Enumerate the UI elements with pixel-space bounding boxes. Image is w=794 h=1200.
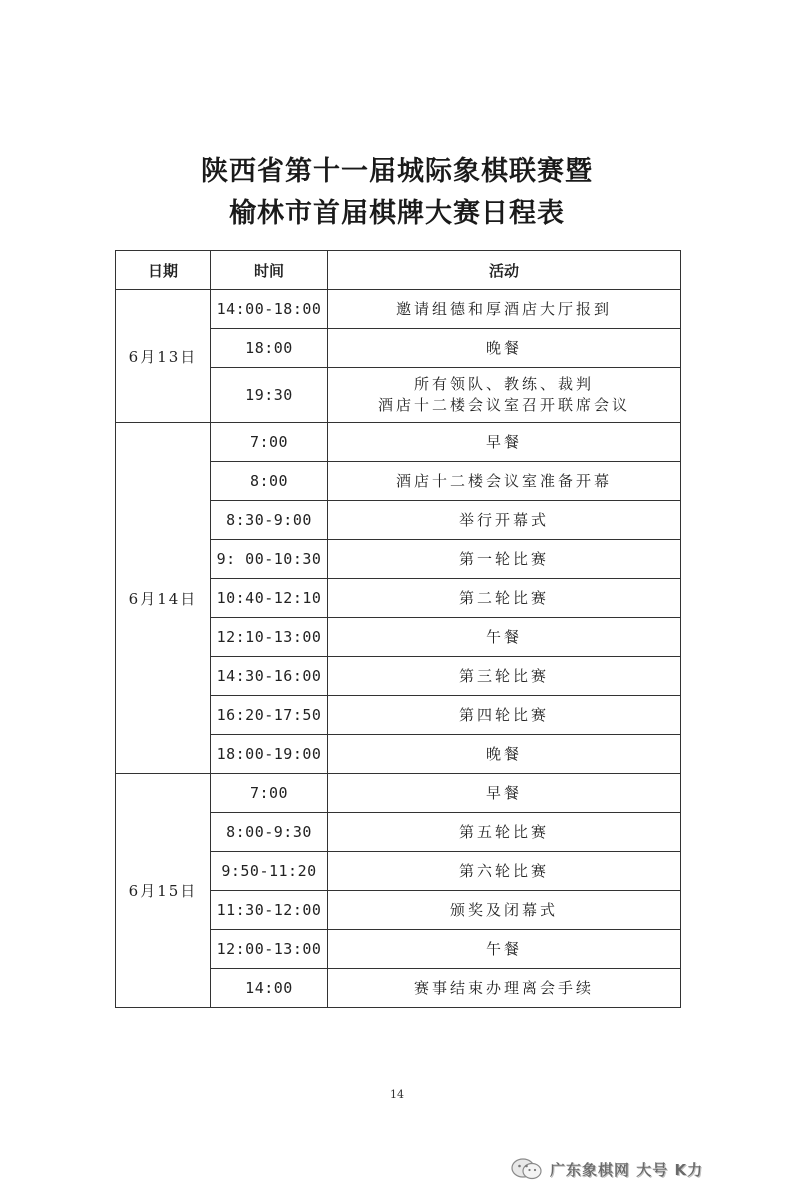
activity-text: 酒店十二楼会议室准备开幕 [395,471,612,490]
activity-text: 酒店十二楼会议室召开联席会议 [377,396,630,414]
time-cell: 18:00 [211,329,328,368]
activity-cell [328,813,681,852]
activity-text: 第四轮比赛 [458,705,549,724]
time-cell: 18:00-19:00 [211,735,328,774]
activity-text: 第二轮比赛 [458,588,549,607]
watermark-text: 广东象棋网 大号 K力 [550,1160,704,1179]
header-activity: 活动 [328,251,681,290]
wechat-icon [510,1157,544,1181]
activity-text: 颁奖及闭幕式 [449,900,558,919]
activity-text: 晚餐 [485,744,522,763]
table-row [116,290,681,329]
activity-cell [328,696,681,735]
time-cell: 11:30-12:00 [211,891,328,930]
activity-cell [328,774,681,813]
activity-text: 早餐 [485,432,522,451]
activity-text: 晚餐 [485,338,522,357]
time-cell: 8:00-9:30 [211,813,328,852]
time-cell: 8:00 [211,462,328,501]
time-cell: 16:20-17:50 [211,696,328,735]
date-cell: 6月13日 [116,290,211,423]
activity-cell [328,735,681,774]
activity-cell [328,501,681,540]
activity-cell [328,579,681,618]
activity-cell [328,891,681,930]
activity-text: 第六轮比赛 [458,861,549,880]
table-header-row [116,251,681,290]
date-cell: 6月14日 [116,423,211,774]
activity-cell [328,969,681,1008]
activity-text: 举行开幕式 [458,510,549,529]
activity-text: 午餐 [485,627,522,646]
activity-text: 所有领队、教练、裁判 [413,375,594,393]
table-row [116,774,681,813]
activity-cell [328,657,681,696]
activity-text: 早餐 [485,783,522,802]
header-date: 日期 [116,251,211,290]
watermark [510,1156,703,1182]
time-cell: 14:00 [211,969,328,1008]
time-cell: 9:50-11:20 [211,852,328,891]
time-cell: 10:40-12:10 [211,579,328,618]
time-cell: 12:10-13:00 [211,618,328,657]
schedule-table [115,250,681,1008]
activity-cell [328,618,681,657]
page-number: 14 [390,1088,404,1101]
activity-text: 午餐 [485,939,522,958]
activity-cell [328,368,681,423]
time-cell: 7:00 [211,774,328,813]
time-cell: 19:30 [211,368,328,423]
activity-text: 第五轮比赛 [458,822,549,841]
activity-text: 第三轮比赛 [458,666,549,685]
header-time: 时间 [211,251,328,290]
activity-cell [328,930,681,969]
activity-cell [328,423,681,462]
time-cell: 14:00-18:00 [211,290,328,329]
date-cell: 6月15日 [116,774,211,1008]
time-cell: 12:00-13:00 [211,930,328,969]
document-title-line1: 陕西省第十一届城际象棋联赛暨 [201,156,593,187]
activity-cell [328,852,681,891]
activity-text: 第一轮比赛 [458,549,549,568]
schedule-body [116,290,681,1008]
activity-cell [328,540,681,579]
activity-cell [328,329,681,368]
activity-text: 邀请组德和厚酒店大厅报到 [395,299,612,318]
time-cell: 9: 00-10:30 [211,540,328,579]
activity-text: 赛事结束办理离会手续 [413,978,594,997]
time-cell: 14:30-16:00 [211,657,328,696]
time-cell: 7:00 [211,423,328,462]
document-title-line2: 榆林市首届棋牌大赛日程表 [229,198,565,229]
activity-cell [328,462,681,501]
table-row [116,423,681,462]
activity-cell [328,290,681,329]
time-cell: 8:30-9:00 [211,501,328,540]
